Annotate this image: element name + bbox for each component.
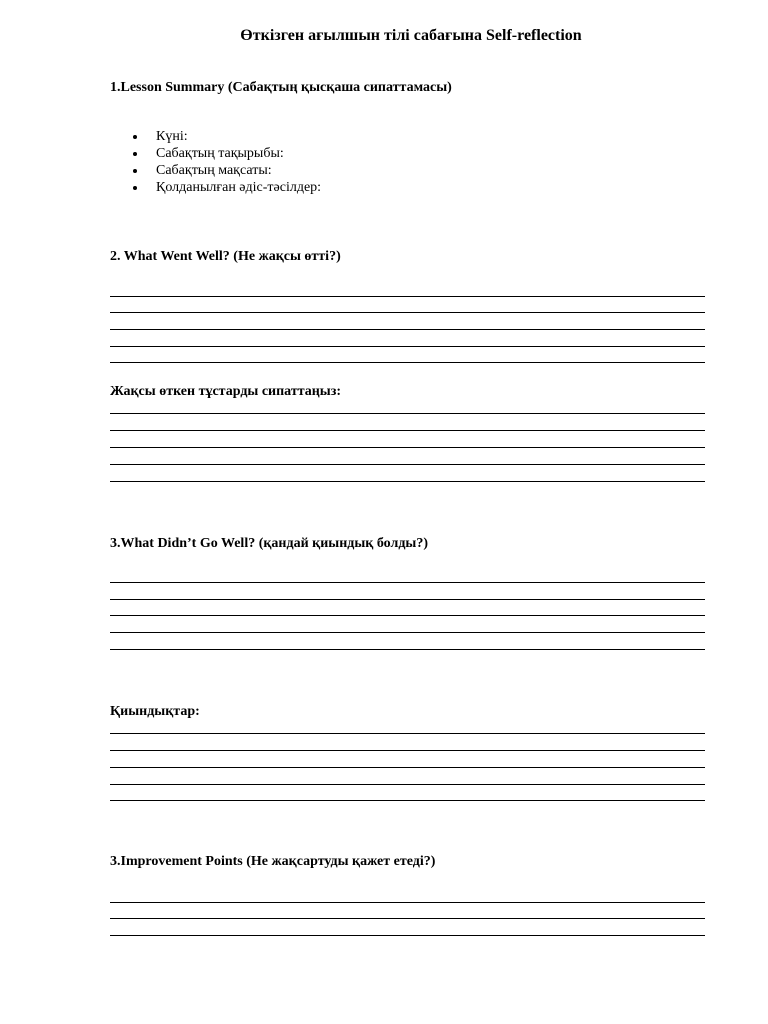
what-went-well-heading: 2. What Went Well? (Не жақсы өтті?) [110,249,341,264]
answer-line [110,902,705,903]
answer-line [110,362,705,363]
answer-line [110,632,705,633]
answer-line [110,800,705,801]
answer-line [110,918,705,919]
went-well-subheading: Жақсы өткен тұстарды сипаттаңыз: [110,384,342,399]
list-item-goal: Сабақтың мақсаты: [110,162,321,179]
answer-line [110,464,705,465]
answer-line [110,615,705,616]
list-item-methods: Қолданылған әдіс-тәсілдер: [110,179,321,196]
page-title: Өткізген ағылшын тілі сабағына Self-reflection [240,27,582,44]
answer-line [110,599,705,600]
answer-line [110,935,705,936]
answer-line [110,413,705,414]
answer-line [110,649,705,650]
lesson-summary-heading: 1.Lesson Summary (Сабақтың қысқаша сипаттамасы) [110,80,452,95]
answer-line [110,346,705,347]
what-didnt-go-well-heading: 3.What Didn’t Go Well? (қандай қиындық болды?) [110,536,429,551]
lesson-summary-list [110,128,321,196]
answer-line [110,481,705,482]
answer-line [110,767,705,768]
answer-line [110,430,705,431]
list-item-date: Күні: [110,128,321,145]
difficulties-subheading: Қиындықтар: [110,704,200,719]
answer-line [110,312,705,313]
answer-line [110,329,705,330]
answer-line [110,296,705,297]
list-item-topic: Сабақтың тақырыбы: [110,145,321,162]
answer-line [110,582,705,583]
answer-line [110,447,705,448]
answer-line [110,784,705,785]
answer-line [110,750,705,751]
improvement-points-heading: 3.Improvement Points (Не жақсартуды қажет етеді?) [110,854,436,869]
answer-line [110,733,705,734]
